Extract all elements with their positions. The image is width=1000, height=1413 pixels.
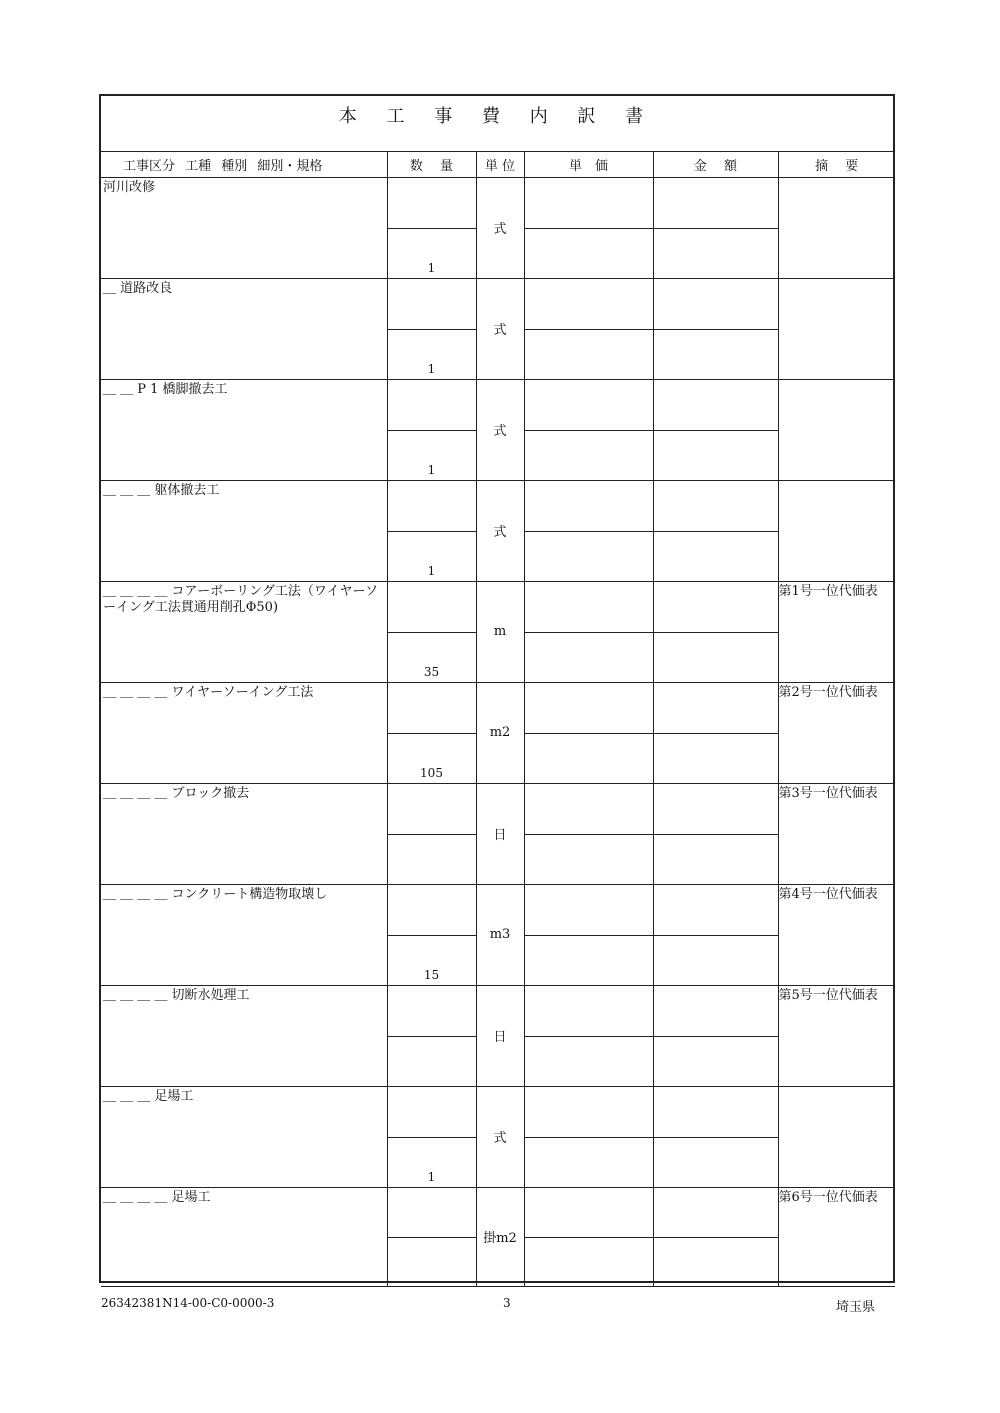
page-title: 本 工 事 費 内 訳 書	[101, 96, 893, 152]
quantity-cell	[387, 985, 476, 1086]
unit-cell: 式	[476, 177, 524, 278]
cell-divider	[654, 733, 778, 734]
cell-divider	[654, 834, 778, 835]
unit-price-cell	[524, 480, 653, 581]
cell-divider	[654, 1036, 778, 1037]
amount-cell	[653, 480, 778, 581]
amount-cell	[653, 278, 778, 379]
cell-divider	[525, 733, 653, 734]
cell-divider	[388, 430, 476, 431]
breakdown-table	[101, 152, 895, 1287]
note-cell: 第5号一位代価表	[778, 985, 895, 1086]
item-name-cell: ＿ ＿ P 1 橋脚撤去工	[101, 379, 387, 480]
note-cell	[778, 177, 895, 278]
unit-price-cell	[524, 581, 653, 682]
item-name-cell: ＿ ＿ ＿ 躯体撤去工	[101, 480, 387, 581]
quantity-cell	[387, 682, 476, 783]
quantity-value: 15	[423, 967, 440, 982]
quantity-cell	[387, 884, 476, 985]
amount-cell	[653, 1086, 778, 1187]
cell-divider	[388, 733, 476, 734]
note-cell	[778, 480, 895, 581]
table-row	[101, 177, 895, 278]
amount-cell	[653, 884, 778, 985]
cell-divider	[525, 632, 653, 633]
cell-divider	[525, 329, 653, 330]
table-row	[101, 581, 895, 682]
item-name-cell: ＿ ＿ ＿ ＿ 足場工	[101, 1187, 387, 1286]
header-unit: 単 位	[476, 152, 524, 177]
unit-cell: m	[476, 581, 524, 682]
table-row	[101, 379, 895, 480]
unit-cell: m2	[476, 682, 524, 783]
note-cell: 第4号一位代価表	[778, 884, 895, 985]
cell-divider	[654, 430, 778, 431]
item-name-cell: ＿ 道路改良	[101, 278, 387, 379]
amount-cell	[653, 379, 778, 480]
cell-divider	[654, 1237, 778, 1238]
note-cell: 第1号一位代価表	[778, 581, 895, 682]
item-name-cell: ＿ ＿ ＿ ＿ 切断水処理工	[101, 985, 387, 1086]
unit-cell: 日	[476, 783, 524, 884]
quantity-cell	[387, 783, 476, 884]
quantity-cell	[387, 1187, 476, 1286]
header-unit-price: 単 価	[524, 152, 653, 177]
quantity-cell	[387, 1086, 476, 1187]
quantity-value: 105	[420, 765, 443, 780]
cell-divider	[654, 531, 778, 532]
amount-cell	[653, 783, 778, 884]
amount-cell	[653, 682, 778, 783]
cell-divider	[388, 1237, 476, 1238]
cell-divider	[654, 935, 778, 936]
header-quantity: 数 量	[387, 152, 476, 177]
cell-divider	[388, 834, 476, 835]
quantity-cell	[387, 480, 476, 581]
quantity-cell	[387, 177, 476, 278]
cell-divider	[525, 531, 653, 532]
cell-divider	[525, 1137, 653, 1138]
cell-divider	[525, 935, 653, 936]
table-row	[101, 884, 895, 985]
amount-cell	[653, 581, 778, 682]
table-row	[101, 278, 895, 379]
table-row	[101, 480, 895, 581]
cell-divider	[388, 632, 476, 633]
quantity-value: 1	[427, 462, 436, 477]
amount-cell	[653, 985, 778, 1086]
prefecture-name: 埼玉県	[836, 1300, 876, 1315]
page-number: 3	[503, 1296, 511, 1310]
note-cell: 第6号一位代価表	[778, 1187, 895, 1286]
note-cell: 第2号一位代価表	[778, 682, 895, 783]
amount-cell	[653, 1187, 778, 1286]
cell-divider	[388, 935, 476, 936]
unit-price-cell	[524, 985, 653, 1086]
unit-price-cell	[524, 379, 653, 480]
table-row	[101, 682, 895, 783]
table-row	[101, 1187, 895, 1286]
quantity-value: 1	[427, 1169, 436, 1184]
cell-divider	[388, 1036, 476, 1037]
unit-price-cell	[524, 177, 653, 278]
quantity-value: 1	[427, 563, 436, 578]
unit-cell: 掛m2	[476, 1187, 524, 1286]
cell-divider	[388, 228, 476, 229]
quantity-cell	[387, 278, 476, 379]
item-name-cell: ＿ ＿ ＿ ＿ ブロック撤去	[101, 783, 387, 884]
cell-divider	[654, 632, 778, 633]
header-amount: 金 額	[653, 152, 778, 177]
table-row	[101, 783, 895, 884]
unit-cell: 式	[476, 480, 524, 581]
document-code: 26342381N14-00-C0-0000-3	[101, 1296, 275, 1310]
unit-price-cell	[524, 884, 653, 985]
table-row	[101, 1086, 895, 1187]
cell-divider	[388, 531, 476, 532]
cost-breakdown-sheet	[99, 94, 895, 1283]
cell-divider	[525, 1237, 653, 1238]
cell-divider	[388, 329, 476, 330]
unit-cell: m3	[476, 884, 524, 985]
unit-cell: 式	[476, 379, 524, 480]
item-name-cell: ＿ ＿ ＿ ＿ コアーボーリング工法（ワイヤーソーイング工法貫通用削孔Φ50)	[101, 581, 387, 682]
item-name-cell: ＿ ＿ ＿ ＿ コンクリート構造物取壊し	[101, 884, 387, 985]
unit-price-cell	[524, 278, 653, 379]
note-cell: 第3号一位代価表	[778, 783, 895, 884]
amount-cell	[653, 177, 778, 278]
note-cell	[778, 379, 895, 480]
quantity-value: 1	[427, 361, 436, 376]
unit-cell: 式	[476, 278, 524, 379]
quantity-cell	[387, 581, 476, 682]
cell-divider	[654, 1137, 778, 1138]
quantity-value: 35	[423, 664, 440, 679]
item-name-cell: 河川改修	[101, 177, 387, 278]
unit-cell: 式	[476, 1086, 524, 1187]
cell-divider	[654, 228, 778, 229]
unit-price-cell	[524, 1086, 653, 1187]
cell-divider	[525, 834, 653, 835]
header-description: 工事区分 工種 種別 細別・規格	[101, 152, 387, 177]
cell-divider	[525, 430, 653, 431]
unit-price-cell	[524, 783, 653, 884]
cell-divider	[654, 329, 778, 330]
item-name-cell: ＿ ＿ ＿ ＿ ワイヤーソーイング工法	[101, 682, 387, 783]
quantity-value: 1	[427, 260, 436, 275]
cell-divider	[525, 228, 653, 229]
unit-cell: 日	[476, 985, 524, 1086]
quantity-cell	[387, 379, 476, 480]
table-row	[101, 985, 895, 1086]
unit-price-cell	[524, 1187, 653, 1286]
note-cell	[778, 278, 895, 379]
cell-divider	[525, 1036, 653, 1037]
cell-divider	[388, 1137, 476, 1138]
header-note: 摘 要	[778, 152, 895, 177]
unit-price-cell	[524, 682, 653, 783]
table-header-row	[101, 152, 895, 177]
item-name-cell: ＿ ＿ ＿ 足場工	[101, 1086, 387, 1187]
note-cell	[778, 1086, 895, 1187]
